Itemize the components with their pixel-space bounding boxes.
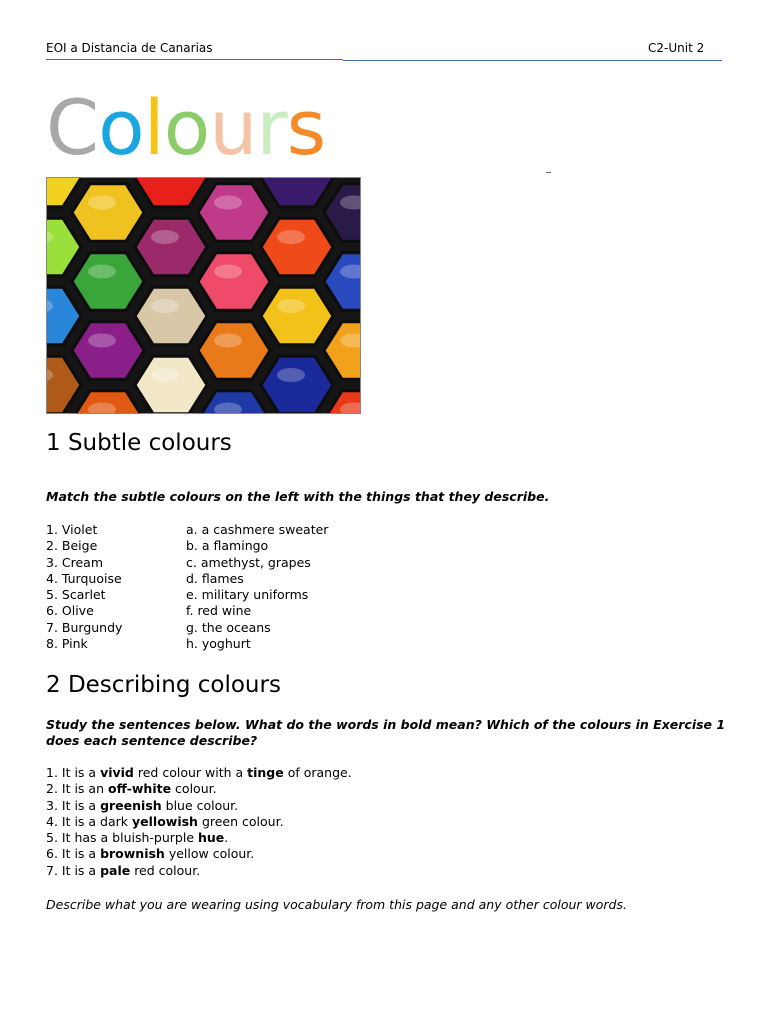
hexagon-highlight (88, 196, 116, 210)
title-letter: o (163, 83, 210, 172)
thing-item: f. red wine (186, 603, 252, 619)
thing-item: c. amethyst, grapes (186, 554, 311, 570)
page-header (46, 41, 722, 61)
hexagon-highlight (214, 334, 242, 348)
sentence-text: 4. It is a dark (46, 813, 132, 829)
title-letter: s (286, 83, 326, 172)
things-list (186, 522, 328, 652)
thing-item: d. flames (186, 570, 244, 586)
title-letter: l (143, 83, 164, 172)
thing-item: g. the oceans (186, 619, 271, 635)
hexagon-highlight (151, 299, 179, 313)
sentence-text: blue colour. (161, 797, 239, 813)
bold-term: off-white (107, 781, 172, 797)
bold-term: yellowish (132, 813, 198, 829)
bold-term: brownish (100, 846, 165, 862)
section2-heading: 2 Describing colours (46, 672, 281, 698)
hexagon-highlight (151, 368, 179, 382)
colour-item: 3. Cream (46, 554, 104, 570)
section2-instruction: Study the sentences below. What do the words in bold mean? Which of the colours in Exercise 1 does each sentence describe? (46, 717, 726, 748)
thing-item: h. yoghurt (186, 636, 251, 652)
hexagon-pencils-picture (47, 178, 361, 414)
colour-item: 8. Pink (46, 636, 88, 652)
sentence-item (46, 814, 352, 830)
decorative-mark (546, 172, 551, 173)
sentence-item (46, 830, 352, 846)
hexagon-highlight (277, 230, 305, 244)
hexagon-highlight (277, 299, 305, 313)
hexagon-highlight (214, 265, 242, 279)
colour-item: 6. Olive (46, 603, 94, 619)
title-letter: C (46, 83, 99, 172)
header-unit: C2-Unit 2 (648, 41, 705, 55)
sentence-item (46, 781, 352, 797)
sentence-text: of orange. (283, 765, 352, 780)
hexagon-highlight (88, 334, 116, 348)
hexagon-highlight (214, 196, 242, 210)
bold-term: hue (197, 830, 225, 846)
bold-term: pale (100, 862, 131, 878)
header-school: EOI a Distancia de Canarias (46, 41, 213, 55)
hexagon-highlight (151, 230, 179, 244)
thing-item: b. a flamingo (186, 538, 269, 554)
colour-item: 2. Beige (46, 538, 98, 554)
colour-item: 4. Turquoise (46, 570, 122, 586)
sentence-text: 5. It has a bluish-purple (46, 830, 198, 846)
thing-item: a. a cashmere sweater (186, 522, 329, 537)
bold-term: vivid (100, 765, 134, 780)
sentence-text: colour. (171, 781, 217, 797)
bold-term: greenish (100, 797, 162, 813)
colour-item: 7. Burgundy (46, 619, 123, 635)
header-rule (343, 60, 722, 61)
hexagon-highlight (277, 368, 305, 382)
closing-instruction: Describe what you are wearing using vocabulary from this page and any other colour words. (46, 897, 627, 912)
colour-list (46, 522, 122, 652)
title-letter: r (256, 83, 287, 172)
bold-term: tinge (247, 765, 284, 780)
thing-item: e. military uniforms (186, 587, 309, 603)
sentence-text: red colour. (130, 862, 201, 878)
sentence-text: 1. It is a (46, 765, 101, 780)
sentence-item (46, 765, 352, 781)
sentence-item (46, 863, 352, 879)
sentence-text: yellow colour. (164, 846, 255, 862)
title-letter: o (98, 83, 144, 172)
colour-item: 5. Scarlet (46, 587, 106, 603)
section1-instruction: Match the subtle colours on the left with the things that they describe. (46, 489, 550, 504)
sentence-text: 6. It is a (46, 846, 101, 862)
title-letter: u (209, 83, 257, 172)
sentence-text: 3. It is a (46, 797, 101, 813)
sentence-text: red colour with a (133, 765, 248, 780)
colour-pencils-image (46, 177, 361, 414)
section1-heading: 1 Subtle colours (46, 430, 232, 456)
page-title (46, 78, 325, 178)
header-rule (46, 59, 343, 60)
sentence-item (46, 798, 352, 814)
hexagon-highlight (88, 265, 116, 279)
colour-item: 1. Violet (46, 522, 98, 537)
sentence-text: 2. It is an (46, 781, 108, 797)
sentence-list (46, 765, 352, 879)
sentence-text: 7. It is a (46, 862, 101, 878)
sentence-text: green colour. (197, 813, 284, 829)
sentence-text: . (224, 830, 229, 846)
sentence-item (46, 846, 352, 862)
